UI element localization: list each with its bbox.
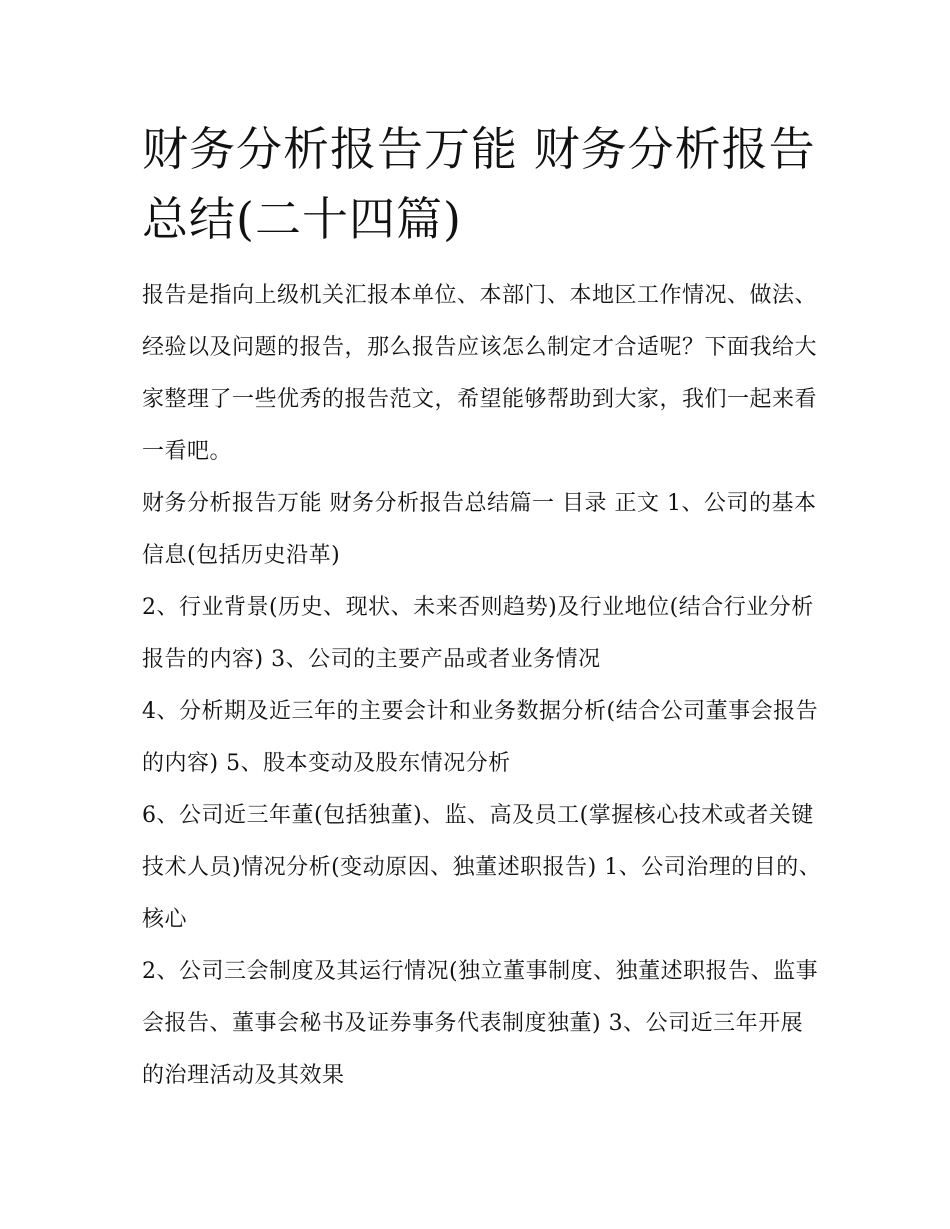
list-item-paragraph: 2、行业背景(历史、现状、未来否则趋势)及行业地位(结合行业分析报告的内容) 3、公司的主要产品或者业务情况 — [142, 595, 814, 672]
document-page — [142, 114, 822, 1102]
intro-paragraph: 报告是指向上级机关汇报本单位、本部门、本地区工作情况、做法、经验以及问题的报告，那么报告应该怎么制定才合适呢？下面我给大家整理了一些优秀的报告范文，希望能够帮助到大家，我们一起来看一看吧。 — [142, 283, 818, 464]
list-item-paragraph: 6、公司近三年董(包括独董)、监、高及员工(掌握核心技术或者关键技术人员)情况分析(变动原因、独董述职报告) 1、公司治理的目的、核心 — [142, 803, 822, 932]
list-item-paragraph: 4、分析期及近三年的主要会计和业务数据分析(结合公司董事会报告的内容) 5、股本变动及股东情况分析 — [142, 699, 819, 776]
document-title: 财务分析报告万能 财务分析报告总结(二十四篇) — [142, 122, 816, 246]
list-item-paragraph: 2、公司三会制度及其运行情况(独立董事制度、独董述职报告、监事会报告、董事会秘书及证券事务代表制度独董) 3、公司近三年开展的治理活动及其效果 — [142, 959, 819, 1088]
section-heading-paragraph: 财务分析报告万能 财务分析报告总结篇一 目录 正文 1、公司的基本信息(包括历史沿革) — [142, 491, 817, 568]
